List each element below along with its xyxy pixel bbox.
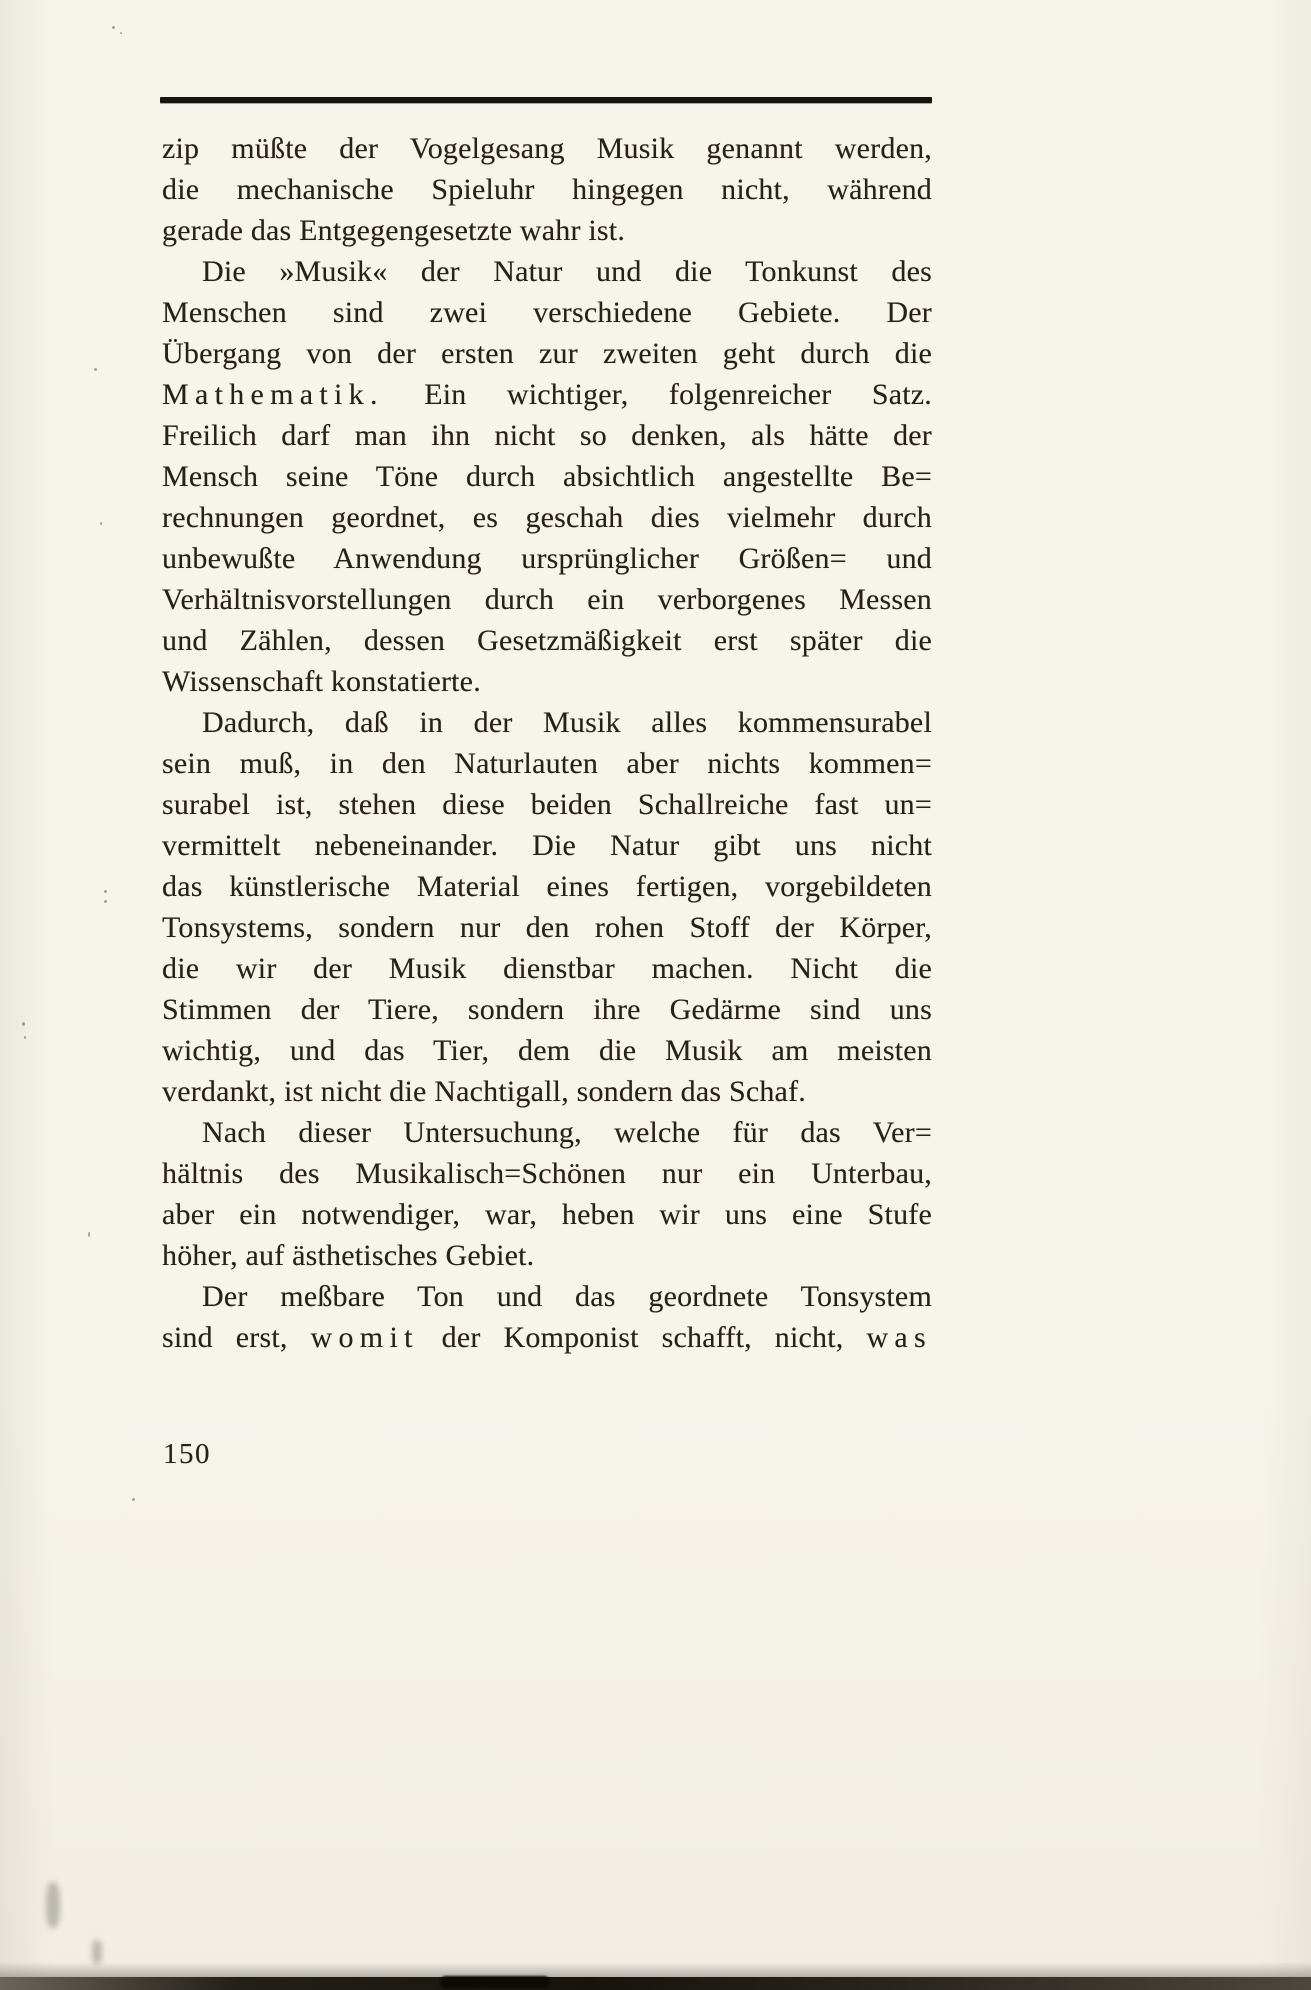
scan-bottom-edge bbox=[0, 1977, 1311, 1990]
text-line bbox=[162, 415, 932, 456]
text-line bbox=[162, 1030, 932, 1071]
text-segment: hältnis des Musikalisch=Schönen nur ein Unterbau, bbox=[162, 1157, 932, 1190]
scan-speck bbox=[22, 1022, 25, 1026]
text-segment: zip müßte der Vogelgesang Musik genannt werden, bbox=[162, 132, 932, 165]
text-line bbox=[162, 169, 932, 210]
text-line bbox=[162, 292, 932, 333]
text-segment: Ein wichtiger, folgenreicher Satz. bbox=[383, 378, 932, 411]
text-segment: surabel ist, stehen diese beiden Schallreiche fast un= bbox=[162, 788, 932, 821]
text-line bbox=[162, 251, 932, 292]
scan-speck bbox=[88, 1232, 90, 1237]
text-segment: Die »Musik« der Natur und die Tonkunst des bbox=[202, 255, 932, 288]
text-segment: höher, auf ästhetisches Gebiet. bbox=[162, 1239, 535, 1272]
text-segment: Stimmen der Tiere, sondern ihre Gedärme sind uns bbox=[162, 993, 932, 1026]
text-line bbox=[162, 1071, 932, 1112]
text-line bbox=[162, 374, 932, 415]
text-line bbox=[162, 866, 932, 907]
text-segment: rechnungen geordnet, es geschah dies vielmehr durch bbox=[162, 501, 932, 534]
text-segment: der Komponist schafft, nicht, bbox=[418, 1321, 867, 1354]
letterspaced-emphasis: Mathematik. bbox=[162, 378, 384, 411]
paragraph bbox=[162, 1276, 932, 1358]
text-line bbox=[162, 702, 932, 743]
text-line bbox=[162, 620, 932, 661]
scan-speck bbox=[112, 26, 115, 29]
scan-smudge bbox=[46, 1882, 60, 1928]
text-segment: Wissenschaft konstatierte. bbox=[162, 665, 481, 698]
text-line bbox=[162, 661, 932, 702]
scan-speck bbox=[100, 522, 102, 525]
text-line bbox=[162, 948, 932, 989]
text-segment: die wir der Musik dienstbar machen. Nicht die bbox=[162, 952, 932, 985]
text-segment: gerade das Entgegengesetzte wahr ist. bbox=[162, 214, 626, 247]
text-line bbox=[162, 1276, 932, 1317]
text-segment: Mensch seine Töne durch absichtlich angestellte Be= bbox=[162, 460, 932, 493]
text-line bbox=[162, 989, 932, 1030]
text-segment: das künstlerische Material eines fertigen, vorgebildeten bbox=[162, 870, 932, 903]
scan-speck bbox=[24, 1036, 26, 1039]
top-rule bbox=[160, 97, 932, 103]
scan-speck bbox=[120, 32, 122, 34]
paragraph bbox=[162, 251, 932, 702]
letterspaced-emphasis: was bbox=[866, 1321, 932, 1354]
text-line bbox=[162, 1112, 932, 1153]
text-segment: Tonsystems, sondern nur den rohen Stoff der Körper, bbox=[162, 911, 932, 944]
text-line bbox=[162, 907, 932, 948]
text-segment: Freilich darf man ihn nicht so denken, als hätte der bbox=[162, 419, 932, 452]
scan-bottom-blob bbox=[440, 1976, 550, 1988]
text-segment: vermittelt nebeneinander. Die Natur gibt uns nicht bbox=[162, 829, 932, 862]
text-segment: verdankt, ist nicht die Nachtigall, sondern das Schaf. bbox=[162, 1075, 806, 1108]
text-line bbox=[162, 1235, 932, 1276]
text-segment: wichtig, und das Tier, dem die Musik am meisten bbox=[162, 1034, 932, 1067]
text-segment: Dadurch, daß in der Musik alles kommensurabel bbox=[202, 706, 932, 739]
text-segment: und Zählen, dessen Gesetzmäßigkeit erst später die bbox=[162, 624, 932, 657]
scan-speck bbox=[94, 368, 97, 371]
scan-bottom-shadow bbox=[0, 1962, 1311, 1978]
text-segment: die mechanische Spieluhr hingegen nicht, während bbox=[162, 173, 932, 206]
text-segment: Nach dieser Untersuchung, welche für das Ver= bbox=[202, 1116, 932, 1149]
page-number: 150 bbox=[163, 1438, 211, 1470]
text-segment: Übergang von der ersten zur zweiten geht durch die bbox=[162, 337, 932, 370]
text-line bbox=[162, 825, 932, 866]
scan-speck bbox=[132, 1498, 135, 1501]
text-line bbox=[162, 128, 932, 169]
text-line bbox=[162, 333, 932, 374]
text-line bbox=[162, 497, 932, 538]
paragraph bbox=[162, 702, 932, 1112]
text-block bbox=[162, 128, 932, 1358]
text-segment: Verhältnisvorstellungen durch ein verborgenes Messen bbox=[162, 583, 932, 616]
paragraph bbox=[162, 128, 932, 251]
scan-smudge bbox=[92, 1940, 102, 1964]
text-line bbox=[162, 210, 932, 251]
letterspaced-emphasis: womit bbox=[310, 1321, 419, 1354]
paragraph bbox=[162, 1112, 932, 1276]
scan-speck bbox=[104, 890, 107, 893]
text-segment: aber ein notwendiger, war, heben wir uns eine Stufe bbox=[162, 1198, 932, 1231]
text-segment: Menschen sind zwei verschiedene Gebiete. Der bbox=[162, 296, 932, 329]
text-line bbox=[162, 743, 932, 784]
text-line bbox=[162, 1153, 932, 1194]
text-segment: sind erst, bbox=[162, 1321, 311, 1354]
text-line bbox=[162, 456, 932, 497]
scan-speck bbox=[104, 900, 107, 903]
text-line bbox=[162, 1317, 932, 1358]
text-segment: Der meßbare Ton und das geordnete Tonsystem bbox=[202, 1280, 932, 1313]
text-segment: sein muß, in den Naturlauten aber nichts kommen= bbox=[162, 747, 932, 780]
text-line bbox=[162, 1194, 932, 1235]
text-segment: unbewußte Anwendung ursprünglicher Größen= und bbox=[162, 542, 932, 575]
text-line bbox=[162, 579, 932, 620]
text-line bbox=[162, 538, 932, 579]
text-line bbox=[162, 784, 932, 825]
